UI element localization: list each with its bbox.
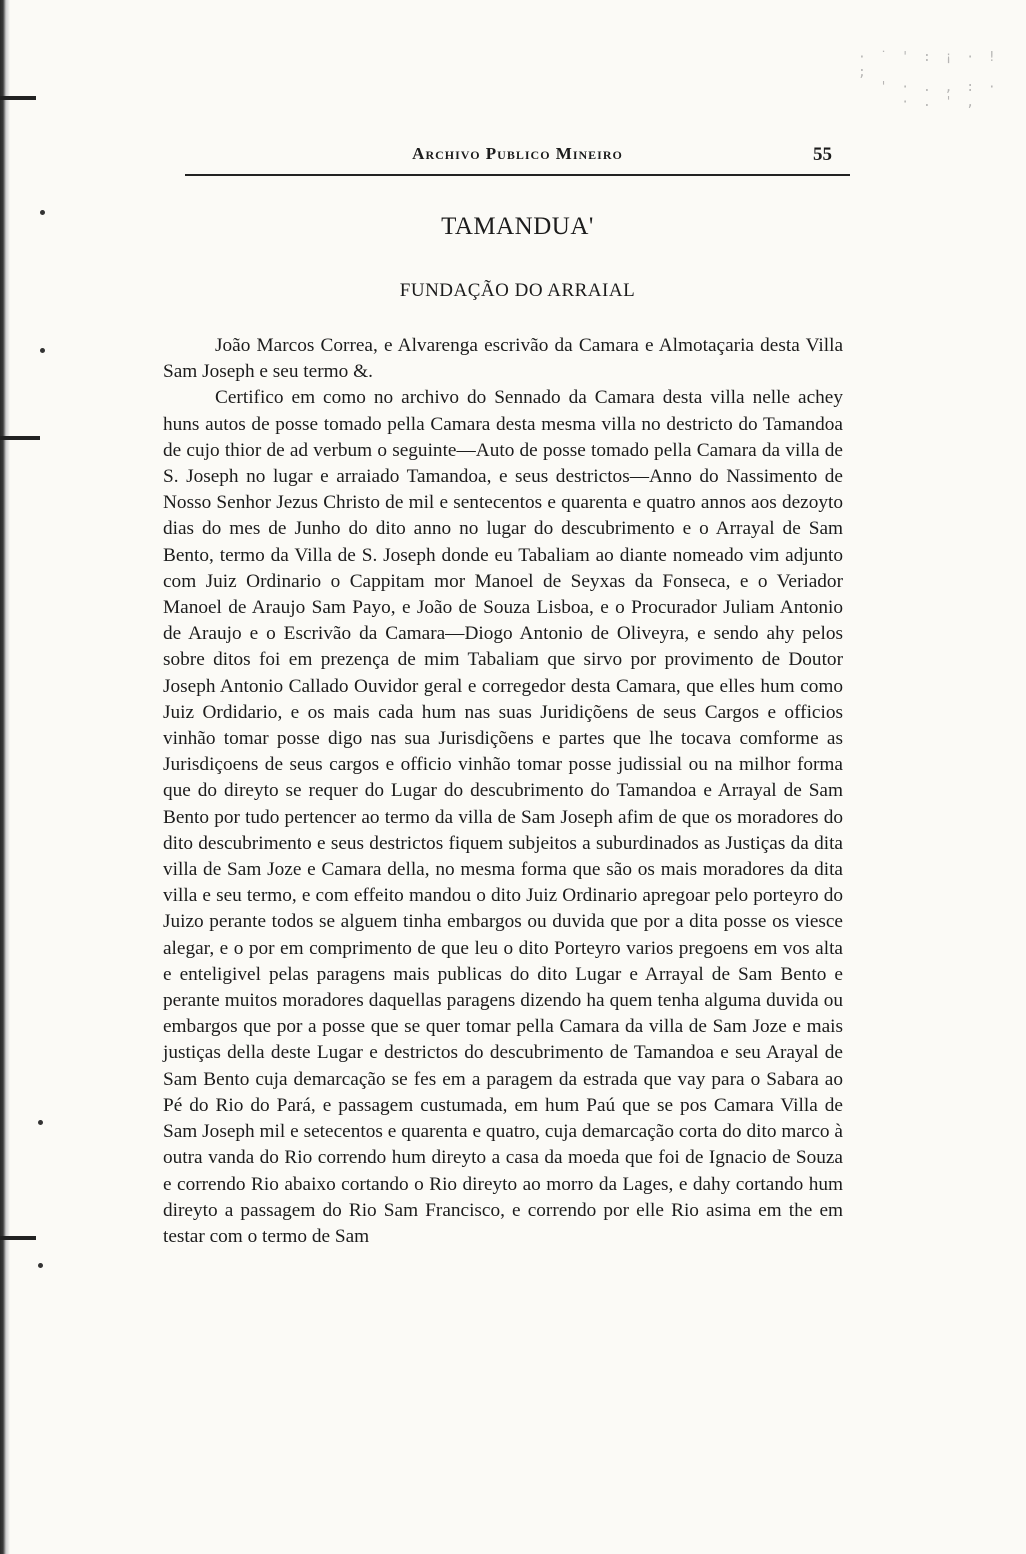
ink-speck (38, 1120, 43, 1125)
ink-speck (40, 348, 45, 353)
binding-mark (0, 96, 36, 100)
ink-speck (40, 210, 45, 215)
article-subtitle: FUNDAÇÃO DO ARRAIAL (399, 280, 636, 301)
paragraph: João Marcos Correa, e Alvarenga escrivão da Camara e Almotaçaria desta Villa Sam Joseph e seu termo &. (163, 335, 843, 383)
article-title: TAMANDUA' (441, 213, 594, 240)
ink-speck (38, 1263, 43, 1268)
paragraph: Certifico em como no archivo do Sennado da Camara desta villa nelle achey huns autos de posse tomado pella Camara desta mesma villa no destricto do Tamandoa de cujo thior de ad verbum o seguinte—Auto de posse tomado pella Camara da villa de S. Joseph no lugar e arraiado Tamandoa, e seus destrictos—Anno do Nassimento de Nosso Senhor Jezus Christo de mil e sentecentos e quarenta e quatro annos aos dezoyto dias do mes de Junho do dito anno no lugar do descubrimento e o Arrayal de Sam Bento, termo da Villa de S. Joseph donde eu Tabaliam ao diante nomeado vim adjunto com Juiz Ordinario o Cappitam mor Manoel de Seyxas da Fonseca, e o Veriador Manoel de Araujo Sam Payo, e João de Souza Lisboa, e o Procurador Juliam Antonio de Araujo e o Escrivão da Camara—Diogo Antonio de Oliveyra, e sendo ahy pelos sobre ditos foi em prezença de mim Tabaliam que sirvo por provimento de Doutor Joseph Antonio Callado Ouvidor geral e corregedor desta Camara, que elles hum como Juiz Ordidario, e os mais cada hum nas suas Juridiçõens de seus Cargos e officios vinhão tomar posse digo nas sua Jurisdiçõens e partes que lhe tocava comforme as Jurisdiçoens de seus cargos e officio vinhão tomar posse judissial ou na milhor forma que do direyto se requer do Lugar do descubrimento do Tamandoa e Arrayal de Sam Bento por tudo pertencer ao termo da villa de Sam Joseph afim de que os moradores do dito descubrimento e seus destrictos fiquem subjeitos a suburdinados as Justiças da dita villa de Sam Joze e Camara della, no mesma forma que são os mais moradores da dita villa e seu termo, e com effeito mandou o dito Juiz Ordinario apregoar pelo porteyro do Juizo perante todos se alguem tinha embargos ou duvida que por a dita posse os viesce alegar, e o por em comprimento de que leu o dito Porteyro varios pregoens em vos alta e enteligivel pelas paragens mais publicas do dito Lugar e Arrayal de Sam Bento e perante muitos moradores daquellas paragens dizendo ha quem tenha alguma duvida ou embargos que por a posse que se quer tomar pella Camara da villa de Sam Joze e mais justiças della deste Lugar e destrictos do descubrimento de Tamandoa e seu Arayal de Sam Bento cuja demarcação se fes em a paragem da estrada que vay para o Sabara ao Pé do Rio do Pará, e passagem custumada, em hum Paú que se pos Camara Villa de Sam Joseph mil e setecentos e quarenta e quatro, cuja demarcação corta do dito marco à outra vanda do Rio correndo hum direyto a casa da moeda que foi de Ignacio de Souza e correndo Rio abaixo cortando o Rio direyto ao morro da Lages, e dahy cortando hum direyto a passagem do Rio Sam Francisco, e correndo por elle Rio asima em the em testar com o termo de Sam (163, 387, 843, 1247)
running-title: Archivo Publico Mineiro (412, 144, 623, 163)
scan-noise: · ˙ ' : ¡ · ! ; ' · . , : · · . ' , (858, 50, 999, 110)
page-binding-edge (0, 0, 10, 1554)
header-rule (185, 174, 850, 176)
binding-mark (0, 1236, 36, 1240)
page-number: 55 (813, 144, 832, 165)
binding-mark (0, 436, 40, 440)
article-body (163, 333, 843, 1250)
running-header (185, 140, 850, 180)
